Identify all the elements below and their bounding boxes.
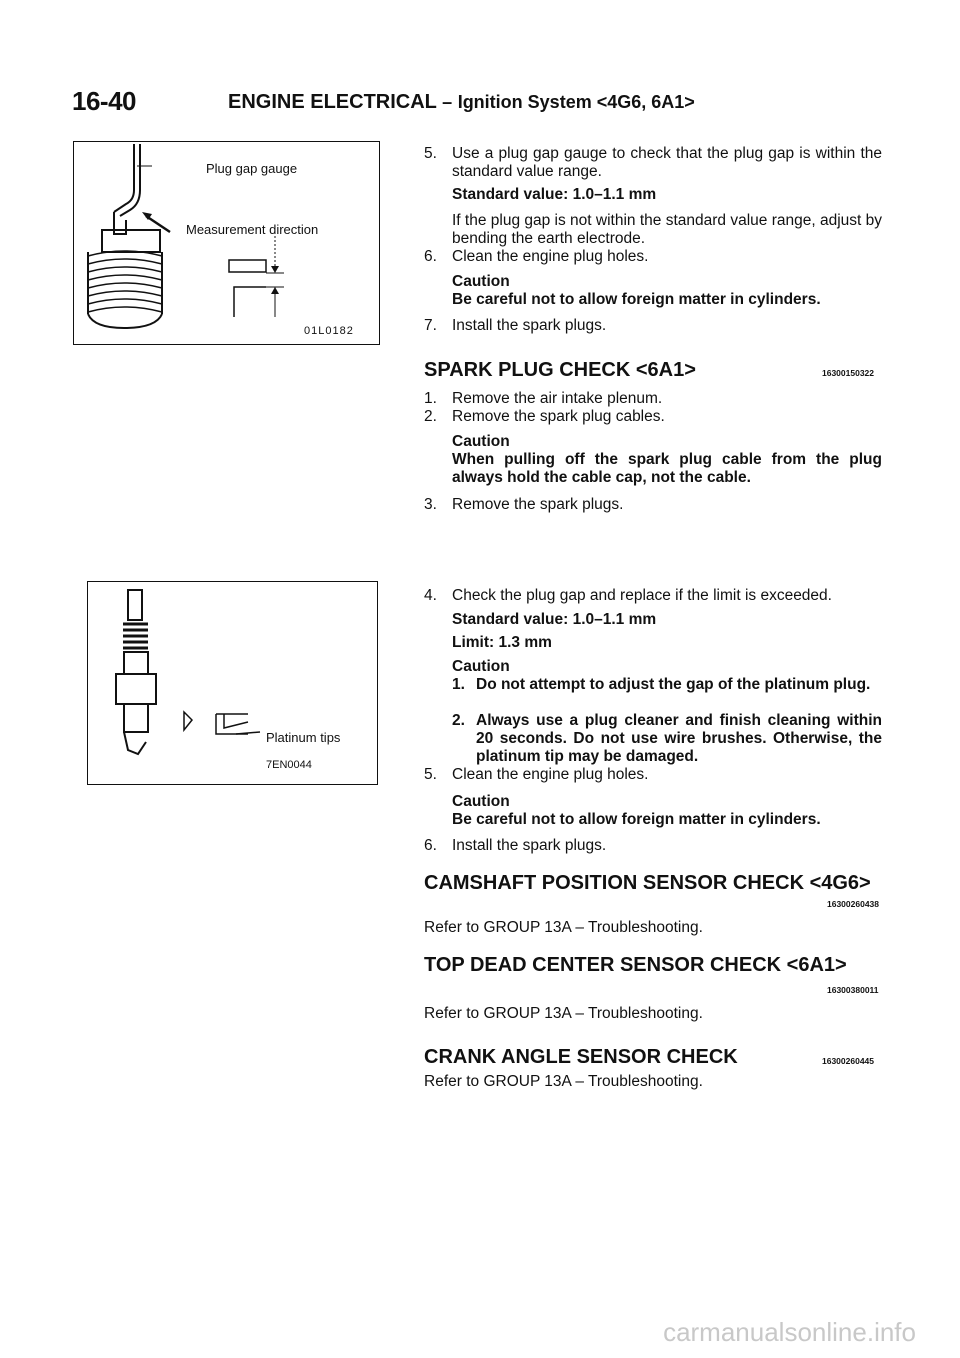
section-title-crank: CRANK ANGLE SENSOR CHECK: [424, 1046, 738, 1068]
section-title-camshaft: CAMSHAFT POSITION SENSOR CHECK <4G6>: [424, 872, 871, 894]
step-text: Install the spark plugs.: [452, 837, 607, 854]
subsection-name: Ignition System <4G6, 6A1>: [457, 92, 695, 112]
section-code: 16300150322: [822, 368, 875, 378]
step-7-top: [424, 317, 882, 335]
watermark: carmanualsonline.info: [663, 1317, 916, 1347]
step-number: 1.: [424, 390, 437, 407]
limit-value: Limit: 1.3 mm: [452, 634, 552, 651]
tdc-reference: Refer to GROUP 13A – Troubleshooting.: [424, 1005, 703, 1022]
page-title: [228, 91, 695, 114]
caution-number: 1.: [452, 676, 465, 693]
step-6: [424, 837, 882, 855]
caution-label: Caution: [452, 658, 510, 675]
step-number: 7.: [424, 317, 437, 334]
caution-text: When pulling off the spark plug cable from the plug always hold the cable cap, not the cable.: [452, 451, 882, 486]
step-number: 2.: [424, 408, 437, 425]
figure-code: 01L0182: [304, 325, 354, 337]
step-1: [424, 390, 882, 408]
step-text: Use a plug gap gauge to check that the plug gap is within the standard value range.: [452, 145, 882, 180]
camshaft-reference: Refer to GROUP 13A – Troubleshooting.: [424, 919, 703, 936]
caution-item-2: [452, 712, 882, 766]
caution-label: Caution: [452, 433, 510, 450]
step-4: [424, 587, 882, 605]
step-text: Remove the spark plug cables.: [452, 408, 665, 425]
step-number: 4.: [424, 587, 437, 604]
section-title-tdc: TOP DEAD CENTER SENSOR CHECK <6A1>: [424, 954, 847, 976]
caution-item-text: Do not attempt to adjust the gap of the platinum plug.: [476, 676, 871, 693]
step-number: 5.: [424, 766, 437, 783]
label-platinum-tips: Platinum tips: [266, 730, 341, 745]
caution-item-1: [452, 676, 882, 694]
step-text: Remove the spark plugs.: [452, 496, 624, 513]
standard-value: Standard value: 1.0–1.1 mm: [452, 611, 657, 628]
figure-platinum-tips: [87, 581, 378, 785]
label-plug-gap-gauge: Plug gap gauge: [206, 161, 298, 176]
step-5: [424, 766, 882, 784]
step-number: 5.: [424, 145, 437, 162]
figure-plug-gap-gauge: [73, 141, 380, 345]
caution-label: Caution: [452, 273, 510, 290]
step-text: Clean the engine plug holes.: [452, 766, 649, 783]
section-code: 16300260445: [822, 1056, 875, 1066]
step-number: 3.: [424, 496, 437, 513]
section-code: 16300380011: [827, 985, 879, 995]
adjust-note: If the plug gap is not within the standard value range, adjust by bending the earth electrode.: [452, 212, 882, 247]
section-title-spark-plug-check: SPARK PLUG CHECK <6A1>: [424, 359, 696, 381]
caution-text: Be careful not to allow foreign matter in cylinders.: [452, 811, 821, 828]
step-number: 6.: [424, 248, 437, 265]
crank-reference: Refer to GROUP 13A – Troubleshooting.: [424, 1073, 703, 1090]
step-2: [424, 408, 882, 426]
step-number: 6.: [424, 837, 437, 854]
figure-code: 7EN0044: [266, 759, 312, 771]
caution-item-text: Always use a plug cleaner and finish cleaning within 20 seconds. Do not use wire brushes. Otherwise, the platinum tip may be damaged.: [476, 712, 882, 765]
standard-value: Standard value: 1.0–1.1 mm: [452, 186, 657, 203]
section-code: 16300260438: [827, 899, 880, 909]
title-dash: –: [442, 92, 453, 112]
step-3: [424, 496, 882, 514]
label-measurement-direction: Measurement direction: [186, 222, 319, 237]
step-text: Clean the engine plug holes.: [452, 248, 649, 265]
step-text: Check the plug gap and replace if the limit is exceeded.: [452, 587, 832, 604]
caution-text: Be careful not to allow foreign matter in cylinders.: [452, 291, 821, 308]
caution-number: 2.: [452, 712, 465, 729]
spark-plug-illustration: [88, 582, 377, 784]
section-name: ENGINE ELECTRICAL: [228, 91, 437, 113]
caution-label: Caution: [452, 793, 510, 810]
step-text: Remove the air intake plenum.: [452, 390, 663, 407]
step-5-top: [424, 145, 882, 181]
step-text: Install the spark plugs.: [452, 317, 607, 334]
page-number: 16-40: [72, 86, 136, 116]
step-6-top: [424, 248, 882, 266]
